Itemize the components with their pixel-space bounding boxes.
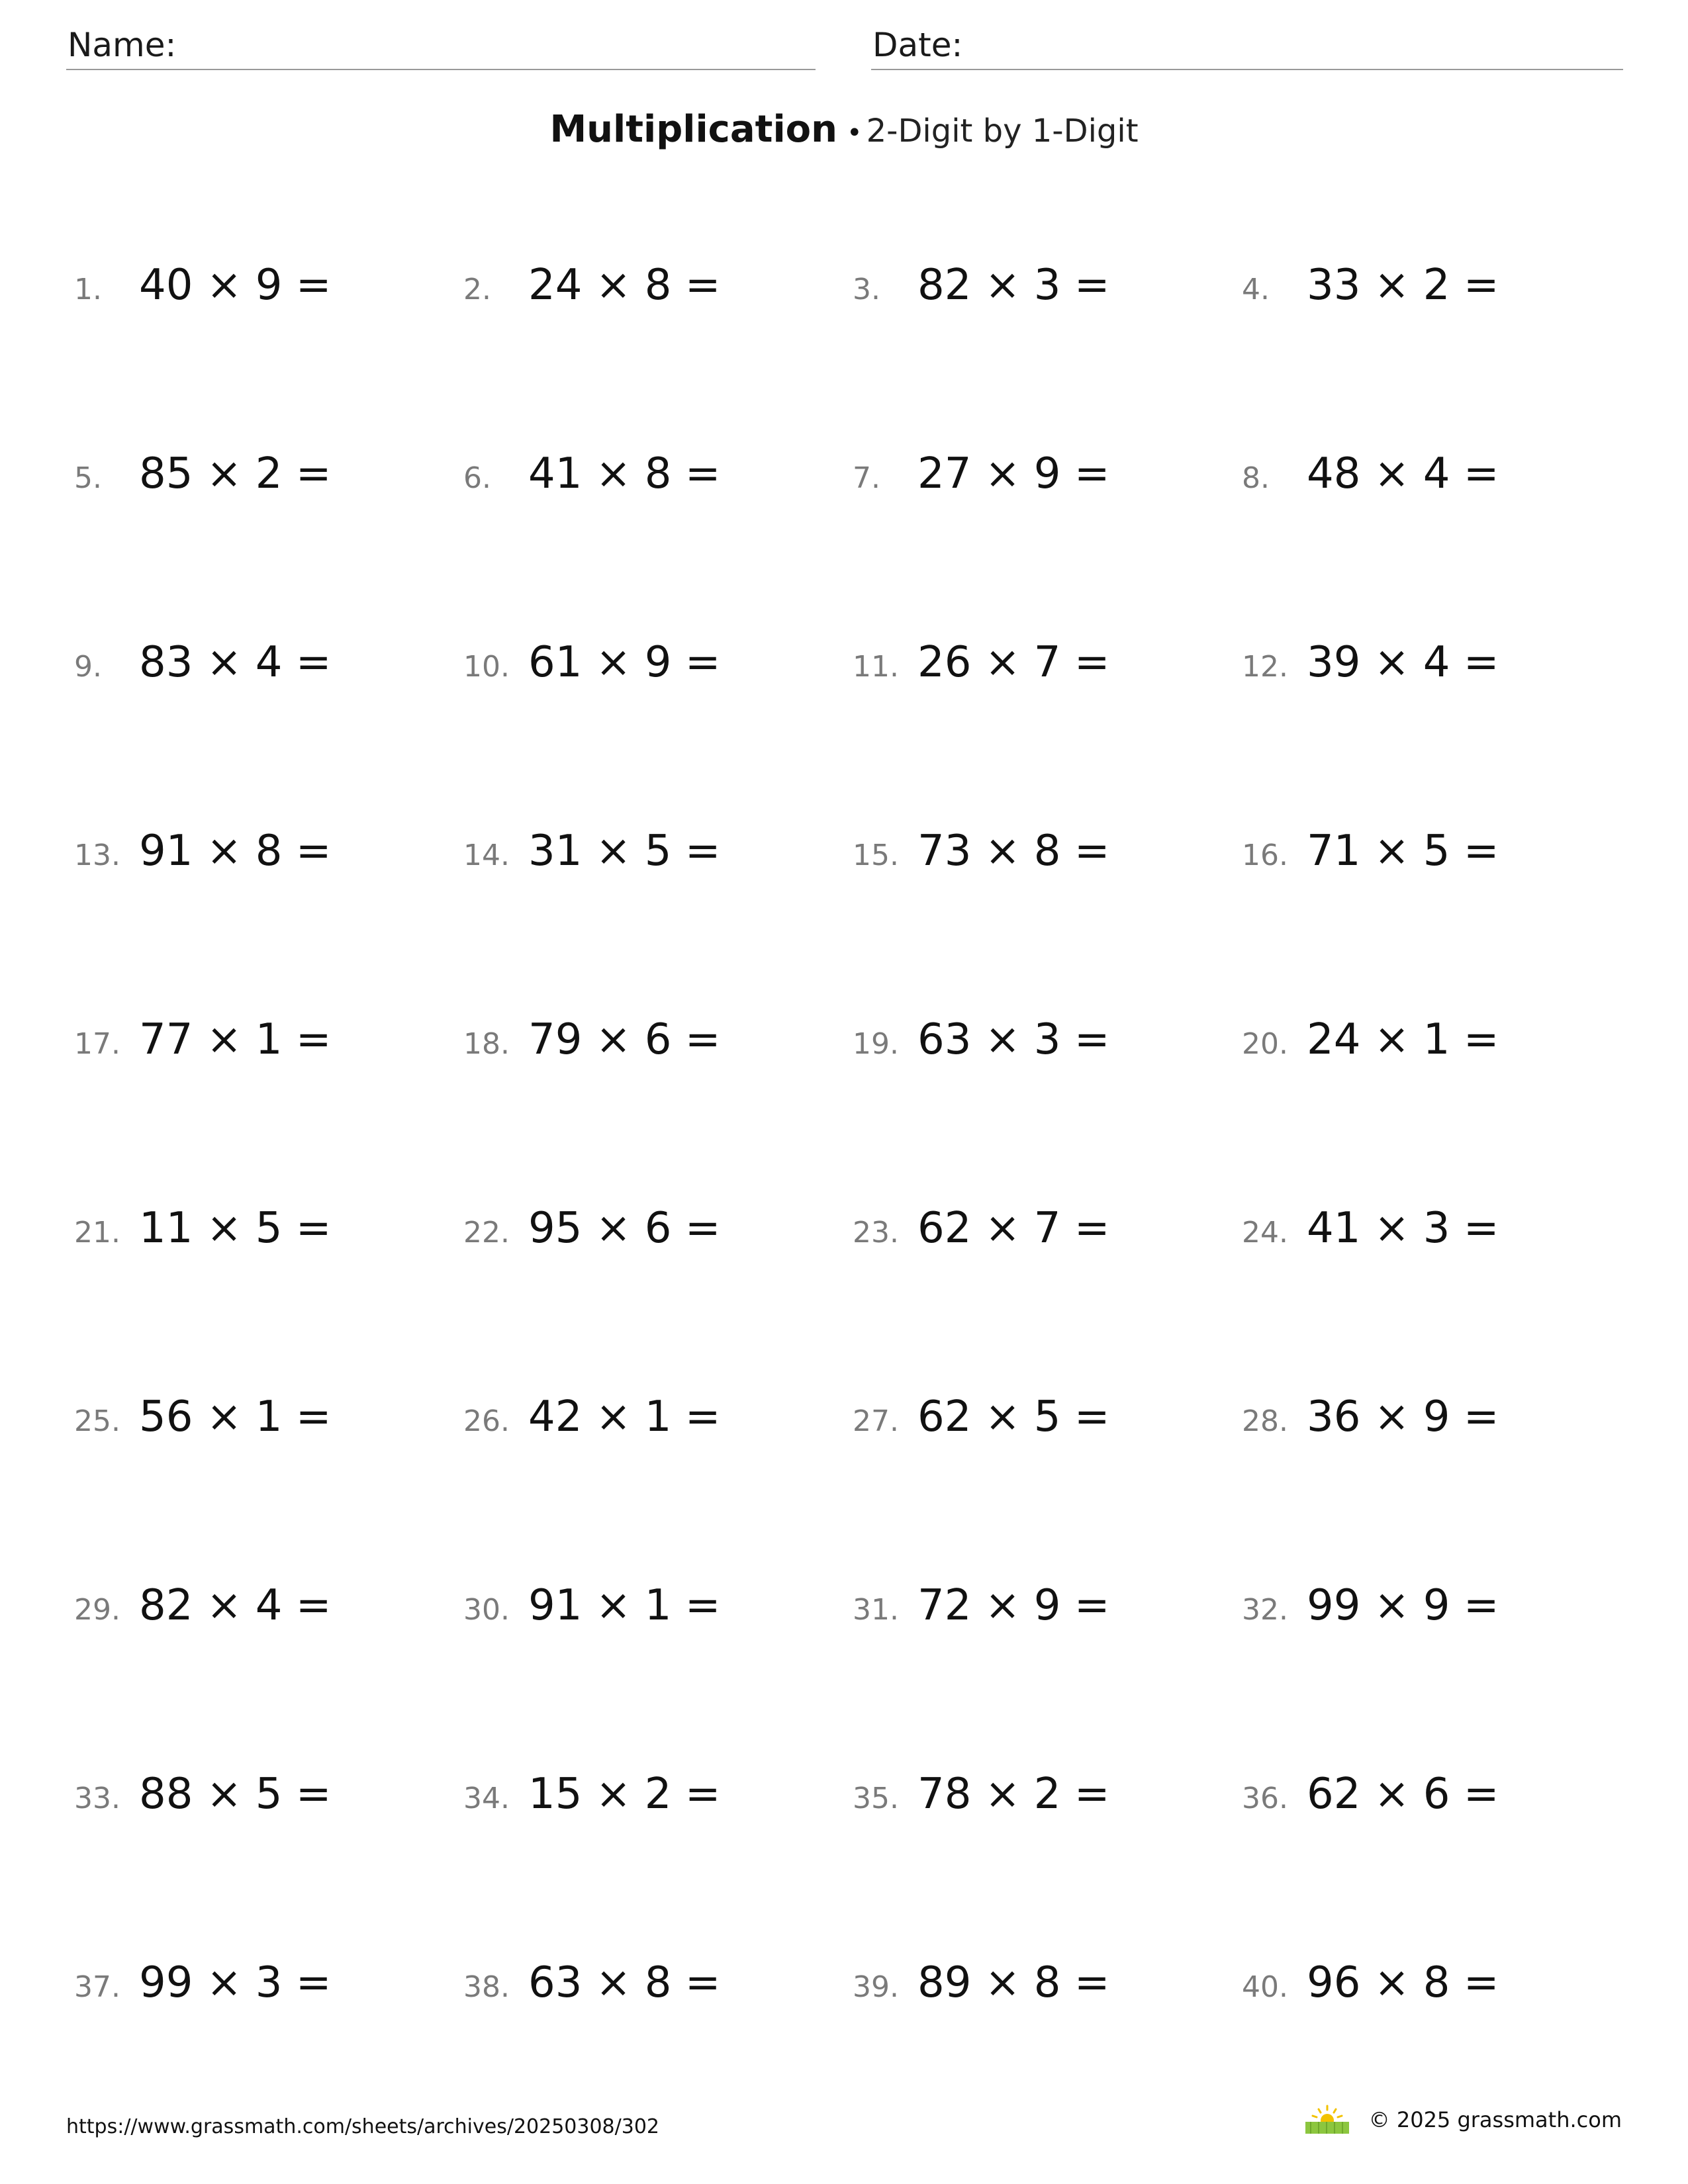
footer-brand [1304,2105,1622,2135]
problem-item [1242,1581,1623,1647]
problem-number: 27. [853,1404,899,1438]
problem-number: 16. [1242,839,1288,872]
worksheet-title [0,106,1688,162]
problem-number: 26. [463,1404,510,1438]
problem-expression: 26 × 7 = [917,638,1110,687]
problem-number: 29. [74,1593,120,1627]
problem-number: 36. [1242,1782,1288,1815]
problem-expression: 48 × 4 = [1307,449,1499,498]
problem-item [74,1581,463,1647]
problem-item [1242,1770,1623,1836]
problem-expression: 31 × 5 = [528,827,721,876]
problem-number: 32. [1242,1593,1288,1627]
problem-item [853,1392,1242,1459]
problem-item [463,638,853,704]
problem-expression: 15 × 2 = [528,1770,721,1819]
problem-expression: 79 × 6 = [528,1015,721,1064]
problem-number: 15. [853,839,899,872]
problem-item [853,449,1242,516]
problem-number: 5. [74,461,102,495]
problem-number: 12. [1242,650,1288,684]
problem-item [74,261,463,327]
problem-number: 30. [463,1593,510,1627]
problem-item [853,261,1242,327]
problem-expression: 33 × 2 = [1307,261,1499,310]
problem-expression: 61 × 9 = [528,638,721,687]
problem-expression: 40 × 9 = [139,261,332,310]
problem-item [463,827,853,893]
problem-item [463,449,853,516]
problem-item [74,1204,463,1270]
grass-sun-icon [1304,2105,1350,2135]
problem-number: 34. [463,1782,510,1815]
problem-number: 1. [74,273,102,306]
problem-number: 39. [853,1970,899,2004]
problem-item [463,1770,853,1836]
title-main: Multiplication [549,108,837,151]
problem-number: 24. [1242,1216,1288,1250]
problem-expression: 91 × 1 = [528,1581,721,1630]
title-subtitle: 2-Digit by 1-Digit [866,113,1139,150]
problem-number: 10. [463,650,510,684]
problem-number: 4. [1242,273,1270,306]
name-label: Name: [68,26,177,64]
problem-expression: 56 × 1 = [139,1392,332,1441]
problem-number: 14. [463,839,510,872]
problem-expression: 11 × 5 = [139,1204,332,1253]
problem-item [74,1958,463,2025]
problem-item [1242,1958,1623,2025]
problem-item [1242,827,1623,893]
problem-number: 21. [74,1216,120,1250]
problem-item [74,638,463,704]
problem-number: 28. [1242,1404,1288,1438]
problem-number: 11. [853,650,899,684]
problem-item [1242,1392,1623,1459]
problem-number: 20. [1242,1027,1288,1061]
problem-expression: 42 × 1 = [528,1392,721,1441]
problem-number: 2. [463,273,491,306]
problem-item [74,1392,463,1459]
problem-item [74,827,463,893]
problem-number: 35. [853,1782,899,1815]
problem-expression: 88 × 5 = [139,1770,332,1819]
problem-expression: 91 × 8 = [139,827,332,876]
problem-number: 22. [463,1216,510,1250]
problem-expression: 39 × 4 = [1307,638,1499,687]
problem-number: 37. [74,1970,120,2004]
problem-expression: 63 × 8 = [528,1958,721,2007]
problem-expression: 62 × 7 = [917,1204,1110,1253]
problem-expression: 72 × 9 = [917,1581,1110,1630]
problem-item [853,1581,1242,1647]
title-bullet: • [846,118,863,148]
problem-number: 38. [463,1970,510,2004]
problem-expression: 36 × 9 = [1307,1392,1499,1441]
problem-expression: 71 × 5 = [1307,827,1499,876]
problem-expression: 82 × 3 = [917,261,1110,310]
problem-item [463,1204,853,1270]
problem-number: 17. [74,1027,120,1061]
problem-item [853,1015,1242,1081]
problem-item [1242,449,1623,516]
problem-item [853,1204,1242,1270]
date-field[interactable] [871,24,1623,70]
problem-expression: 41 × 3 = [1307,1204,1499,1253]
date-label: Date: [872,26,963,64]
problem-item [463,1958,853,2025]
problem-number: 6. [463,461,491,495]
problem-number: 33. [74,1782,120,1815]
problem-item [853,1958,1242,2025]
problem-item [463,1392,853,1459]
problem-expression: 95 × 6 = [528,1204,721,1253]
problem-number: 9. [74,650,102,684]
problem-expression: 85 × 2 = [139,449,332,498]
problem-expression: 63 × 3 = [917,1015,1110,1064]
footer-url: https://www.grassmath.com/sheets/archives/20250308/302 [66,2115,660,2138]
problem-item [1242,1015,1623,1081]
problem-item [463,1015,853,1081]
problem-expression: 24 × 8 = [528,261,721,310]
problem-expression: 96 × 8 = [1307,1958,1499,2007]
problem-item [463,261,853,327]
problem-item [1242,261,1623,327]
problem-grid [74,261,1623,2147]
problem-expression: 77 × 1 = [139,1015,332,1064]
problem-number: 19. [853,1027,899,1061]
problem-number: 31. [853,1593,899,1627]
copyright-text: © 2025 grassmath.com [1368,2107,1622,2132]
problem-item [463,1581,853,1647]
problem-expression: 73 × 8 = [917,827,1110,876]
problem-expression: 62 × 6 = [1307,1770,1499,1819]
problem-number: 13. [74,839,120,872]
name-field[interactable] [66,24,816,70]
problem-number: 7. [853,461,880,495]
problem-item [1242,638,1623,704]
problem-number: 25. [74,1404,120,1438]
problem-expression: 83 × 4 = [139,638,332,687]
problem-expression: 62 × 5 = [917,1392,1110,1441]
problem-number: 8. [1242,461,1270,495]
problem-expression: 99 × 3 = [139,1958,332,2007]
problem-number: 3. [853,273,880,306]
problem-expression: 41 × 8 = [528,449,721,498]
problem-expression: 89 × 8 = [917,1958,1110,2007]
problem-number: 18. [463,1027,510,1061]
problem-expression: 24 × 1 = [1307,1015,1499,1064]
problem-item [1242,1204,1623,1270]
problem-expression: 27 × 9 = [917,449,1110,498]
problem-item [74,1015,463,1081]
problem-expression: 78 × 2 = [917,1770,1110,1819]
problem-expression: 82 × 4 = [139,1581,332,1630]
problem-number: 40. [1242,1970,1288,2004]
problem-item [853,827,1242,893]
problem-item [853,638,1242,704]
problem-number: 23. [853,1216,899,1250]
problem-item [74,1770,463,1836]
problem-item [74,449,463,516]
problem-expression: 99 × 9 = [1307,1581,1499,1630]
problem-item [853,1770,1242,1836]
